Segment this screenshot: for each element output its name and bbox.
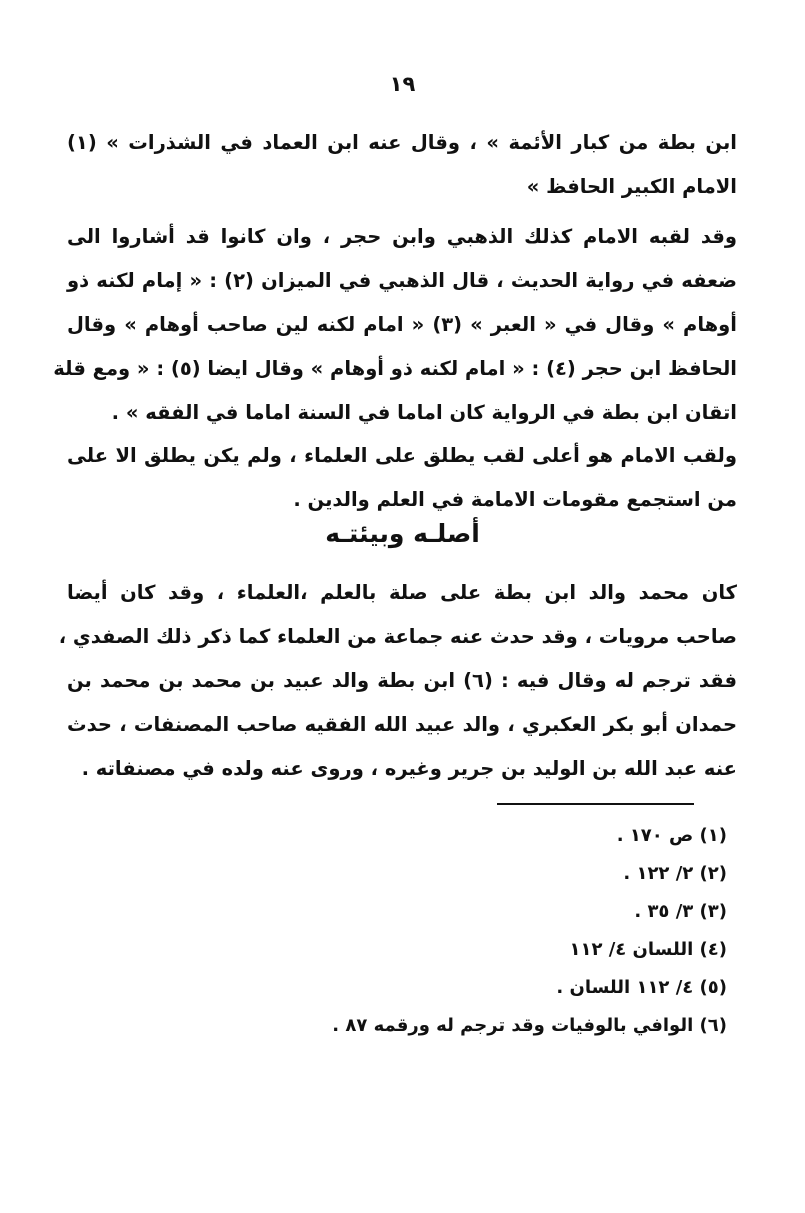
text-line: الامام الكبير الحافظ » [526,175,737,198]
footnotes [307,817,727,1045]
paragraph-2 [53,215,738,435]
text-line: الحافظ ابن حجر (٤) : « امام لكنه ذو أوهام » وقال ايضا (٥) : « ومع قلة [53,357,737,380]
text-line: فقد ترجم له وقال فيه : (٦) ابن بطة والد عبيد بن محمد بن محمد بن [67,669,737,692]
text-line: كان محمد والد ابن بطة على صلة بالعلم ،العلماء ، وقد كان أيضا [67,581,737,604]
page-number: ١٩ [389,72,416,96]
footnote: (٣) ٣/ ٣٥ . [634,901,727,922]
text-line: عنه عبد الله بن الوليد بن جرير وغيره ، وروى عنه ولده في مصنفاته . [81,757,737,780]
paragraph-1 [67,121,737,209]
text-line: حمدان أبو بكر العكبري ، والد عبيد الله الفقيه صاحب المصنفات ، حدث [67,713,737,736]
footnote-divider [497,803,694,805]
footnote: (٤) اللسان ٤/ ١١٢ [569,939,727,960]
section-heading: أصلـه وبيئتـه [325,519,480,548]
text-line: صاحب مرويات ، وقد حدث عنه جماعة من العلماء كما ذكر ذلك الصفدي ، [58,625,737,648]
text-line: ولقب الامام هو أعلى لقب يطلق على العلماء ، ولم يكن يطلق الا على [67,444,737,467]
text-line: ابن بطة من كبار الأئمة » ، وقال عنه ابن العماد في الشذرات » (١) [67,131,737,154]
text-line: من استجمع مقومات الامامة في العلم والدين . [293,488,737,511]
paragraph-4 [58,571,737,791]
footnote: (٥) ٤/ ١١٢ اللسان . [556,977,727,998]
footnote: (٢) ٢/ ١٢٢ . [623,863,727,884]
text-line: وقد لقبه الامام كذلك الذهبي وابن حجر ، وان كانوا قد أشاروا الى [67,225,737,248]
text-line: ضعفه في رواية الحديث ، قال الذهبي في الميزان (٢) : « إمام لكنه ذو [67,269,738,292]
text-line: اتقان ابن بطة في الرواية كان اماما في السنة اماما في الفقه » . [111,401,737,424]
footnote: (٦) الوافي بالوفيات وقد ترجم له ورقمه ٨٧ . [332,1015,727,1036]
paragraph-3 [67,434,737,522]
text-line: أوهام » وقال في « العبر » (٣) « امام لكنه لين صاحب أوهام » وقال [67,313,737,336]
footnote: (١) ص ١٧٠ . [616,825,727,846]
